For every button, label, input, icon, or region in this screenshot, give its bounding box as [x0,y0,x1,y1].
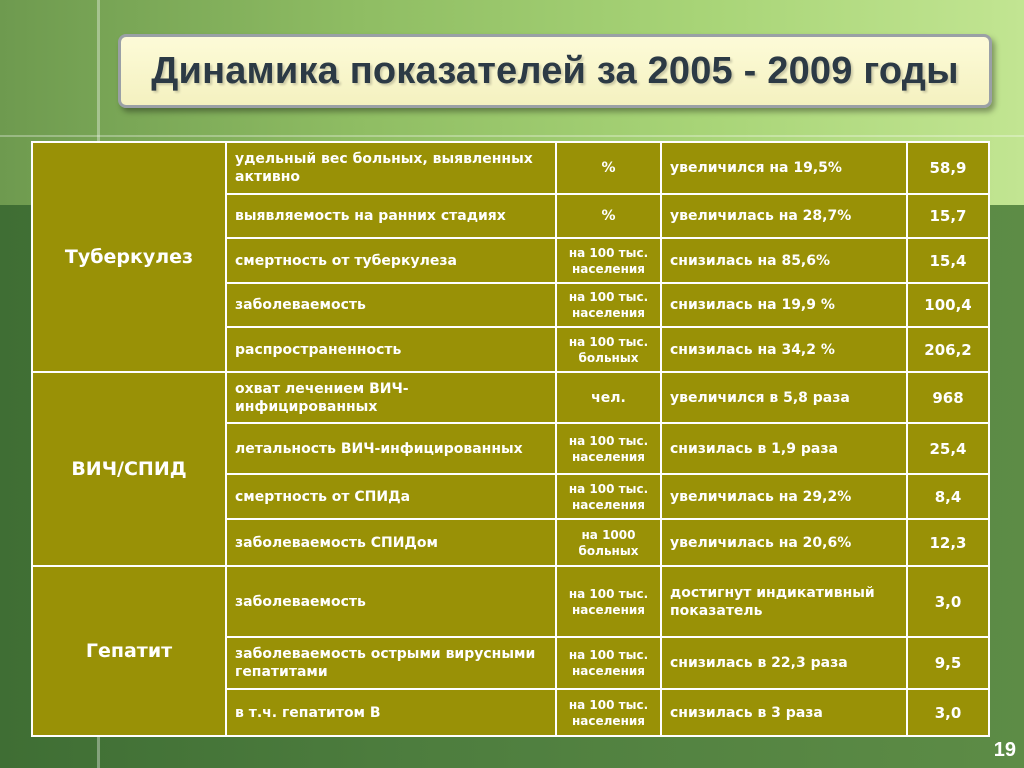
unit-cell: на 100 тыс. населения [556,474,661,519]
value-cell: 8,4 [907,474,989,519]
indicator-cell: заболеваемость острыми вирусными гепатитами [226,637,556,689]
indicator-cell: смертность от СПИДа [226,474,556,519]
value-cell: 58,9 [907,142,989,194]
indicators-table [31,141,990,737]
unit-cell: чел. [556,372,661,423]
category-cell: ВИЧ/СПИД [32,372,226,566]
indicator-cell: удельный вес больных, выявленных активно [226,142,556,194]
category-cell: Туберкулез [32,142,226,372]
value-cell: 206,2 [907,327,989,372]
change-cell: снизилась в 1,9 раза [661,423,907,474]
indicator-cell: заболеваемость [226,566,556,637]
value-cell: 968 [907,372,989,423]
unit-cell: на 100 тыс. больных [556,327,661,372]
page-number: 19 [993,739,1016,761]
unit-cell: на 100 тыс. населения [556,238,661,283]
indicator-cell: заболеваемость СПИДом [226,519,556,566]
unit-cell: на 100 тыс. населения [556,423,661,474]
indicator-cell: выявляемость на ранних стадиях [226,194,556,238]
unit-cell: на 1000 больных [556,519,661,566]
indicator-cell: охват лечением ВИЧ-инфицированных [226,372,556,423]
value-cell: 12,3 [907,519,989,566]
value-cell: 25,4 [907,423,989,474]
indicator-cell: распространенность [226,327,556,372]
change-cell: снизилась на 85,6% [661,238,907,283]
change-cell: снизилась в 22,3 раза [661,637,907,689]
change-cell: увеличилась на 28,7% [661,194,907,238]
unit-cell: на 100 тыс. населения [556,283,661,327]
unit-cell: % [556,142,661,194]
indicator-cell: в т.ч. гепатитом В [226,689,556,736]
value-cell: 3,0 [907,566,989,637]
category-cell: Гепатит [32,566,226,736]
value-cell: 100,4 [907,283,989,327]
title-banner [118,34,992,108]
change-cell: снизилась в 3 раза [661,689,907,736]
change-cell: снизилась на 19,9 % [661,283,907,327]
slide-title: Динамика показателей за 2005 - 2009 годы [151,49,959,92]
change-cell: увеличилась на 20,6% [661,519,907,566]
table-row [32,142,989,194]
indicator-cell: смертность от туберкулеза [226,238,556,283]
value-cell: 15,7 [907,194,989,238]
unit-cell: % [556,194,661,238]
change-cell: увеличился в 5,8 раза [661,372,907,423]
unit-cell: на 100 тыс. населения [556,689,661,736]
indicator-cell: заболеваемость [226,283,556,327]
table-row [32,566,989,637]
change-cell: достигнут индикативный показатель [661,566,907,637]
value-cell: 3,0 [907,689,989,736]
unit-cell: на 100 тыс. населения [556,637,661,689]
indicator-cell: летальность ВИЧ-инфицированных [226,423,556,474]
value-cell: 9,5 [907,637,989,689]
change-cell: увеличилась на 29,2% [661,474,907,519]
unit-cell: на 100 тыс. населения [556,566,661,637]
table-row [32,372,989,423]
decorative-horizontal-line [0,135,1024,137]
change-cell: увеличился на 19,5% [661,142,907,194]
change-cell: снизилась на 34,2 % [661,327,907,372]
value-cell: 15,4 [907,238,989,283]
